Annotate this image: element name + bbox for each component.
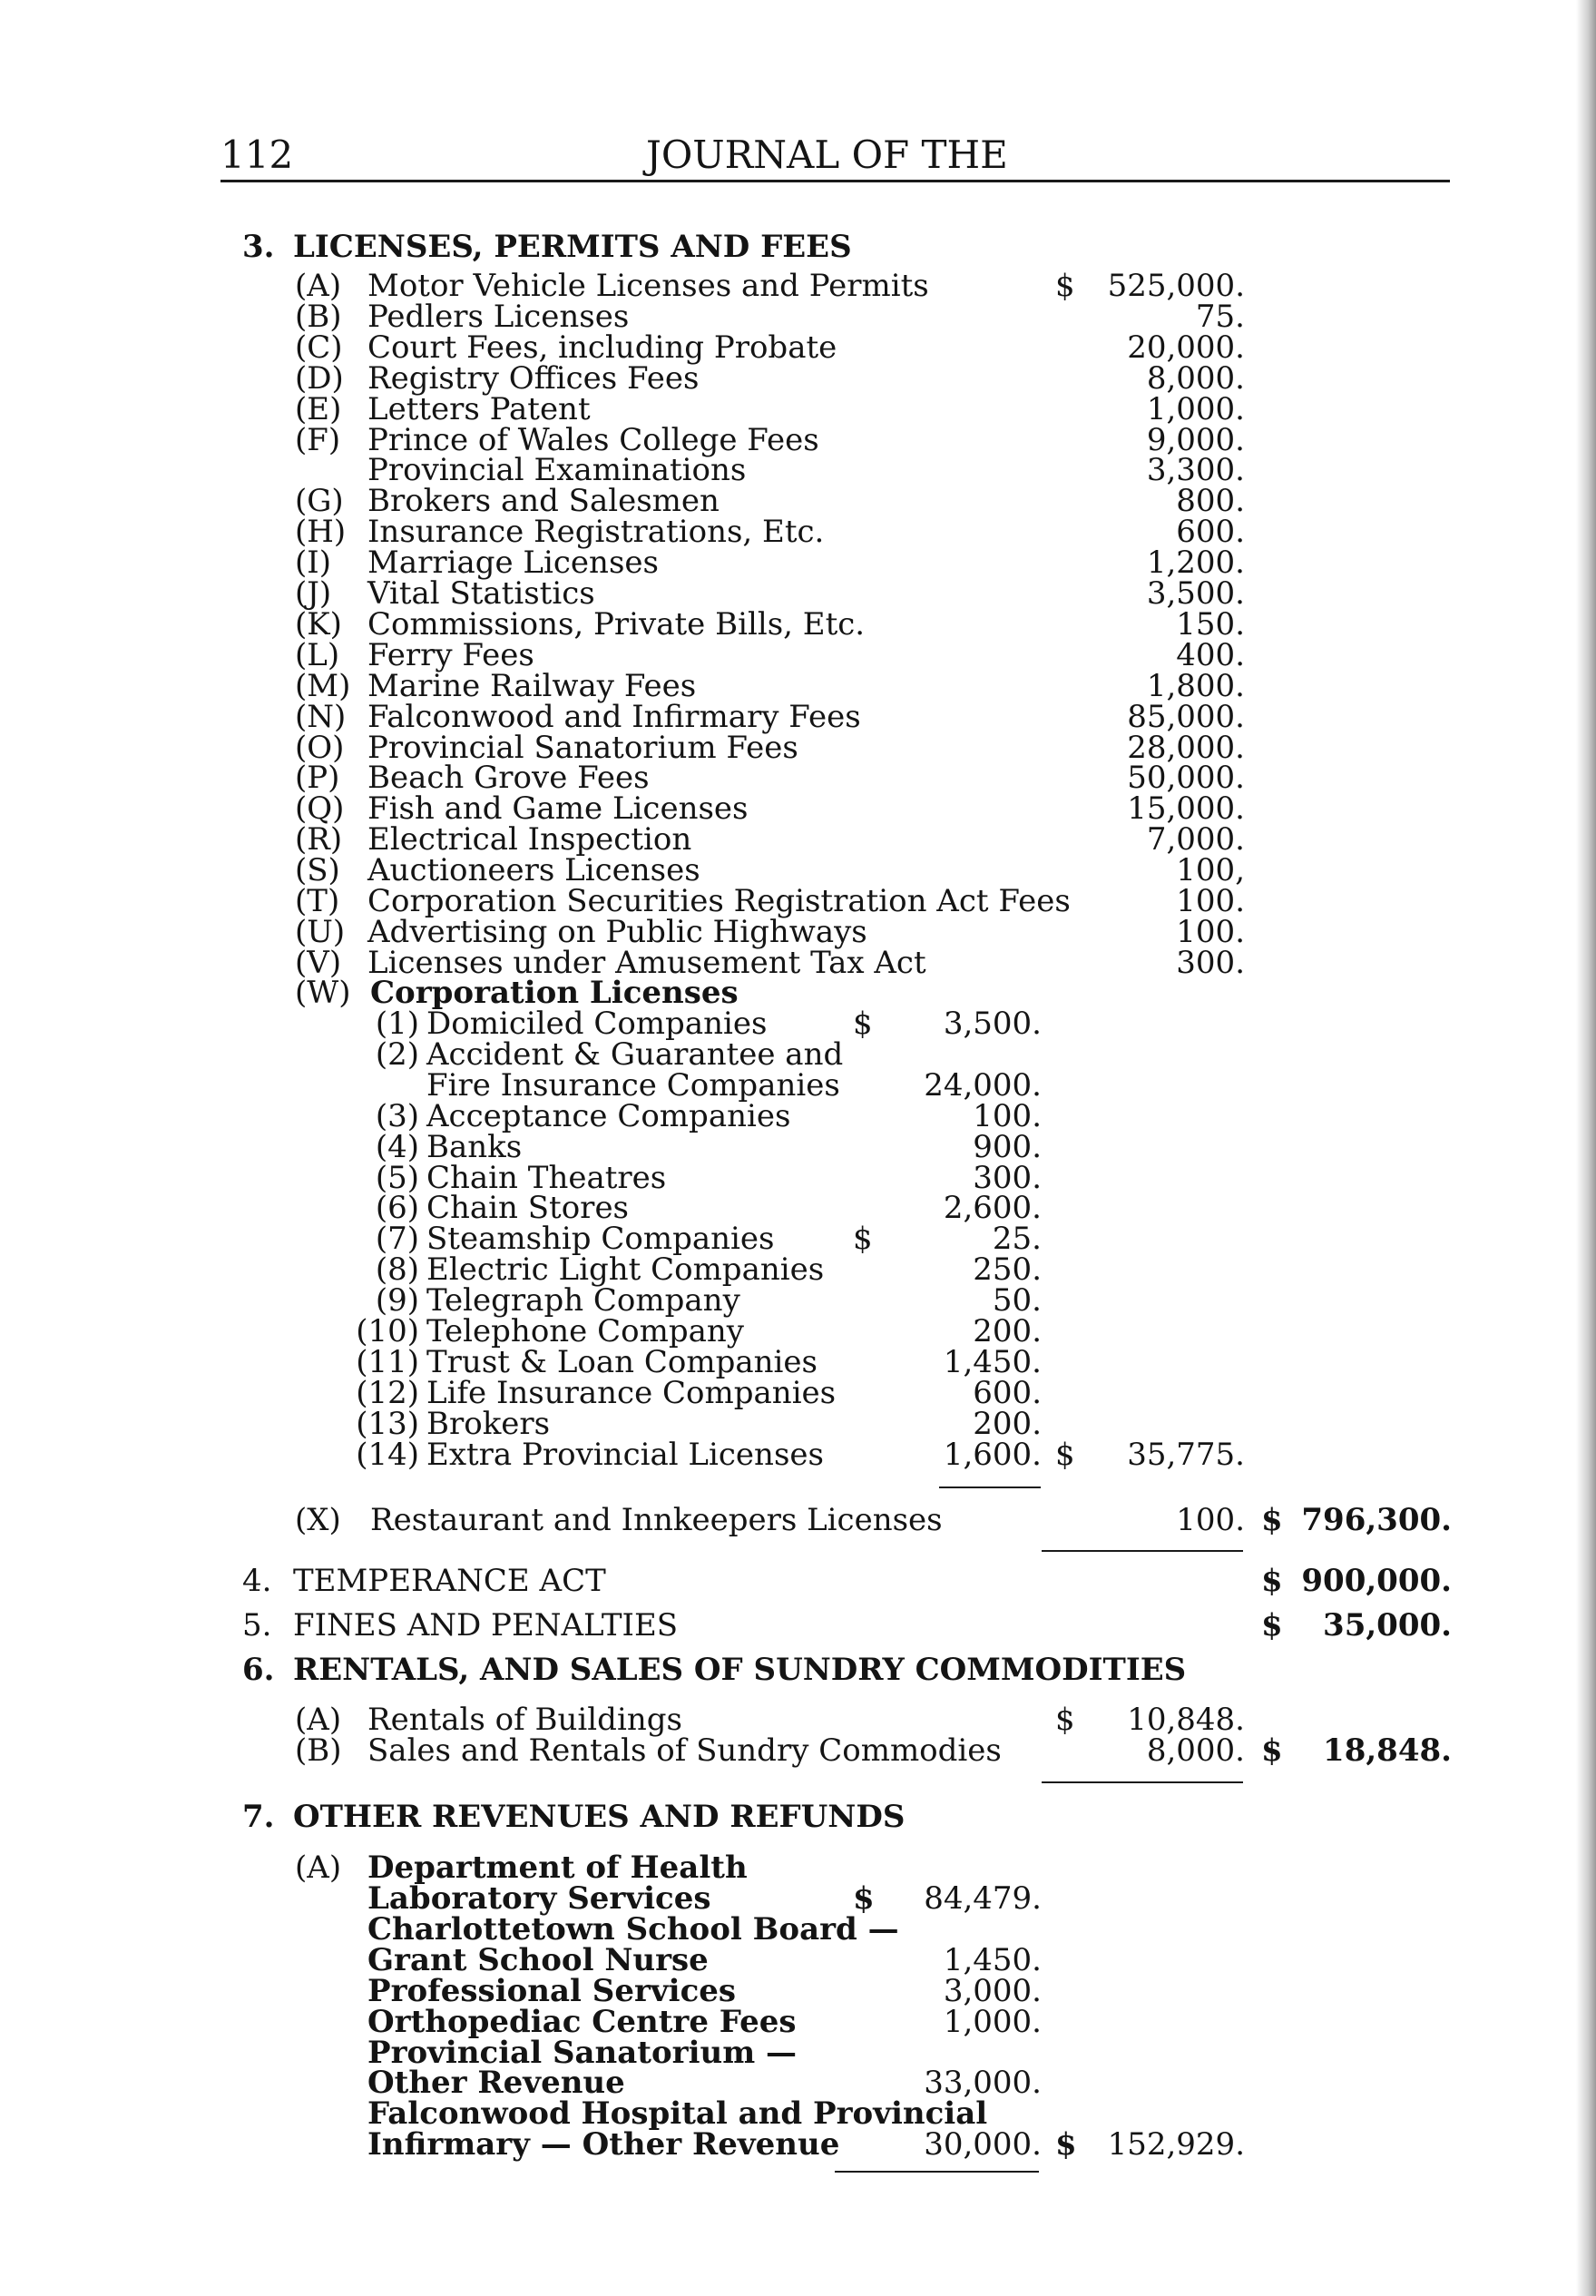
s6-a-label: Rentals of Buildings	[367, 1702, 682, 1738]
corporation-row-code: (2)	[375, 1036, 419, 1073]
corporation-row-code: (12)	[356, 1375, 419, 1411]
x-amount: 100.	[1176, 1502, 1245, 1538]
license-row-amount: 1,200.	[1146, 545, 1245, 581]
corporation-row-amount: 2,600.	[943, 1190, 1042, 1226]
w-label: Corporation Licenses	[370, 975, 739, 1011]
corporation-row-code: (14)	[356, 1437, 419, 1473]
license-row-code: (J)	[295, 575, 332, 612]
license-row-amount: 8,000.	[1146, 360, 1245, 397]
license-row-amount: 100,	[1176, 852, 1245, 888]
section-4-title: TEMPERANCE ACT	[293, 1563, 606, 1599]
corporation-row-code: (3)	[375, 1098, 419, 1134]
corporation-row-label: Trust & Loan Companies	[426, 1344, 818, 1380]
corporation-row-amount: 1,450.	[943, 1344, 1042, 1380]
license-row-label: Prince of Wales College Fees	[367, 422, 819, 458]
license-row-code: (V)	[295, 945, 342, 981]
corporation-row-label: Fire Insurance Companies	[426, 1067, 840, 1104]
corporation-row-code: (4)	[375, 1129, 419, 1165]
license-row-dollar: $	[1055, 268, 1075, 304]
corporation-row-amount: 600.	[973, 1375, 1042, 1411]
license-row-amount: 75.	[1195, 299, 1245, 335]
corporation-row-amount: 3,500.	[943, 1006, 1042, 1042]
license-row-label: Beach Grove Fees	[367, 760, 650, 796]
health-row-label: Professional Services	[367, 1973, 737, 2009]
corporation-row-code: (5)	[375, 1160, 419, 1196]
section-4-total: 900,000.	[1301, 1563, 1452, 1599]
license-row-label: Provincial Examinations	[367, 452, 747, 488]
license-row-amount: 150.	[1176, 606, 1245, 643]
s7-a-code: (A)	[295, 1850, 342, 1886]
license-row-label: Corporation Securities Registration Act Fees	[367, 883, 1071, 919]
license-row-code: (Q)	[295, 790, 345, 827]
license-row-code: (A)	[295, 268, 342, 304]
health-row-label: Charlottetown School Board —	[367, 1911, 899, 1948]
corporation-row-label: Domiciled Companies	[426, 1006, 768, 1042]
corporation-row-amount: 200.	[973, 1406, 1042, 1442]
page-number: 112	[220, 132, 294, 177]
health-row-amount: 30,000.	[924, 2126, 1042, 2163]
license-row-amount: 7,000.	[1146, 821, 1245, 858]
health-row-label: Grant School Nurse	[367, 1942, 709, 1978]
health-row-label: Provincial Sanatorium —	[367, 2035, 798, 2071]
header-rule	[220, 180, 1450, 182]
health-row-amount: 84,479.	[924, 1880, 1042, 1917]
license-row-code: (I)	[295, 545, 331, 581]
corporation-row-label: Brokers	[426, 1406, 551, 1442]
s3-total-rule	[1042, 1550, 1243, 1552]
health-row-label: Orthopediac Centre Fees	[367, 2004, 797, 2040]
license-row-code: (F)	[295, 422, 341, 458]
license-row-label: Licenses under Amusement Tax Act	[367, 945, 926, 981]
s6-a-code: (A)	[295, 1702, 342, 1738]
license-row-label: Ferry Fees	[367, 637, 534, 673]
x-code: (X)	[295, 1502, 341, 1538]
health-row-label: Falconwood Hospital and Provincial	[367, 2095, 988, 2132]
license-row-label: Auctioneers Licenses	[367, 852, 700, 888]
license-row-label: Advertising on Public Highways	[367, 914, 867, 950]
license-row-label: Marine Railway Fees	[367, 668, 697, 704]
license-row-amount: 20,000.	[1127, 329, 1245, 366]
license-row-code: (H)	[295, 514, 347, 550]
license-row-code: (M)	[295, 668, 351, 704]
corporation-row-code: (11)	[356, 1344, 419, 1380]
license-row-amount: 1,800.	[1146, 668, 1245, 704]
license-row-code: (O)	[295, 730, 345, 766]
corporation-row-label: Chain Stores	[426, 1190, 630, 1226]
corporation-row-code: (8)	[375, 1251, 419, 1288]
s7-subtotal-rule	[835, 2171, 1039, 2173]
license-row-amount: 600.	[1176, 514, 1245, 550]
license-row-code: (C)	[295, 329, 343, 366]
health-row-amount: 1,450.	[943, 1942, 1042, 1978]
corporation-row-label: Telegraph Company	[426, 1282, 740, 1319]
corporation-row-label: Life Insurance Companies	[426, 1375, 837, 1411]
license-row-code: (T)	[295, 883, 340, 919]
license-row-label: Marriage Licenses	[367, 545, 659, 581]
corporation-row-code: (6)	[375, 1190, 419, 1226]
s6-b-code: (B)	[295, 1732, 342, 1769]
s7-a-label: Department of Health	[367, 1850, 748, 1886]
page-title: JOURNAL OF THE	[646, 132, 1008, 177]
s6-a-amount: 10,848.	[1127, 1702, 1245, 1738]
license-row-label: Falconwood and Infirmary Fees	[367, 699, 861, 735]
license-row-label: Motor Vehicle Licenses and Permits	[367, 268, 929, 304]
health-row-label: Infirmary — Other Revenue	[367, 2126, 840, 2163]
corporation-row-label: Chain Theatres	[426, 1160, 667, 1196]
w-code: (W)	[295, 975, 351, 1011]
corporation-row-code: (7)	[375, 1221, 419, 1257]
license-row-amount: 100.	[1176, 883, 1245, 919]
corporation-subtotal-dollar: $	[1055, 1437, 1075, 1473]
w-subtotal-rule	[939, 1487, 1041, 1488]
license-row-label: Commissions, Private Bills, Etc.	[367, 606, 866, 643]
page-edge-shadow	[1576, 0, 1596, 2296]
corporation-subtotal: 35,775.	[1127, 1437, 1245, 1473]
health-subtotal-dollar: $	[1055, 2126, 1077, 2163]
license-row-code: (K)	[295, 606, 342, 643]
corporation-row-amount: 300.	[973, 1160, 1042, 1196]
license-row-code: (S)	[295, 852, 340, 888]
license-row-code: (U)	[295, 914, 346, 950]
license-row-label: Electrical Inspection	[367, 821, 692, 858]
corporation-row-code: (1)	[375, 1006, 419, 1042]
section-5-number: 5.	[242, 1607, 272, 1644]
corporation-row-code: (10)	[356, 1313, 419, 1349]
s6-total-rule	[1042, 1781, 1243, 1783]
license-row-label: Registry Offices Fees	[367, 360, 700, 397]
license-row-amount: 28,000.	[1127, 730, 1245, 766]
license-row-code: (B)	[295, 299, 342, 335]
section-7-title: OTHER REVENUES AND REFUNDS	[293, 1799, 906, 1835]
section-7-number: 7.	[242, 1799, 275, 1835]
license-row-amount: 800.	[1176, 483, 1245, 519]
license-row-amount: 50,000.	[1127, 760, 1245, 796]
license-row-label: Provincial Sanatorium Fees	[367, 730, 798, 766]
license-row-code: (D)	[295, 360, 344, 397]
section-5-dollar: $	[1261, 1607, 1283, 1644]
s6-b-dollar: $	[1261, 1732, 1283, 1769]
license-row-amount: 85,000.	[1127, 699, 1245, 735]
health-row-amount: 3,000.	[943, 1973, 1042, 2009]
section-3-title: LICENSES, PERMITS AND FEES	[293, 229, 852, 265]
x-total: 796,300.	[1301, 1502, 1452, 1538]
section-4-number: 4.	[242, 1563, 272, 1599]
health-subtotal: 152,929.	[1107, 2126, 1245, 2163]
s6-b-amount: 8,000.	[1146, 1732, 1245, 1769]
corporation-row-amount: 100.	[973, 1098, 1042, 1134]
license-row-code: (G)	[295, 483, 344, 519]
license-row-label: Vital Statistics	[367, 575, 595, 612]
license-row-code: (E)	[295, 391, 342, 427]
license-row-amount: 525,000.	[1107, 268, 1245, 304]
license-row-label: Insurance Registrations, Etc.	[367, 514, 825, 550]
corporation-row-amount: 50.	[992, 1282, 1042, 1319]
corporation-row-dollar: $	[853, 1221, 873, 1257]
section-5-total: 35,000.	[1323, 1607, 1452, 1644]
corporation-row-label: Telephone Company	[426, 1313, 744, 1349]
license-row-amount: 9,000.	[1146, 422, 1245, 458]
health-row-amount: 33,000.	[924, 2065, 1042, 2101]
health-row-label: Other Revenue	[367, 2065, 625, 2101]
license-row-code: (R)	[295, 821, 343, 858]
health-row-dollar: $	[853, 1880, 875, 1917]
corporation-row-label: Steamship Companies	[426, 1221, 775, 1257]
license-row-code: (L)	[295, 637, 340, 673]
license-row-amount: 3,500.	[1146, 575, 1245, 612]
corporation-row-label: Electric Light Companies	[426, 1251, 825, 1288]
license-row-label: Brokers and Salesmen	[367, 483, 720, 519]
s6-b-total: 18,848.	[1323, 1732, 1452, 1769]
license-row-amount: 300.	[1176, 945, 1245, 981]
health-row-amount: 1,000.	[943, 2004, 1042, 2040]
s6-a-dollar: $	[1055, 1702, 1075, 1738]
corporation-row-label: Banks	[426, 1129, 523, 1165]
license-row-amount: 3,300.	[1146, 452, 1245, 488]
license-row-label: Pedlers Licenses	[367, 299, 630, 335]
corporation-row-amount: 1,600.	[943, 1437, 1042, 1473]
section-6-title: RENTALS, AND SALES OF SUNDRY COMMODITIES	[293, 1652, 1187, 1688]
license-row-amount: 15,000.	[1127, 790, 1245, 827]
license-row-amount: 100.	[1176, 914, 1245, 950]
section-3-number: 3.	[242, 229, 275, 265]
corporation-row-amount: 24,000.	[924, 1067, 1042, 1104]
license-row-code: (N)	[295, 699, 347, 735]
license-row-label: Court Fees, including Probate	[367, 329, 837, 366]
x-dollar: $	[1261, 1502, 1283, 1538]
license-row-amount: 400.	[1176, 637, 1245, 673]
section-6-number: 6.	[242, 1652, 275, 1688]
section-4-dollar: $	[1261, 1563, 1283, 1599]
corporation-row-dollar: $	[853, 1006, 873, 1042]
license-row-label: Fish and Game Licenses	[367, 790, 749, 827]
license-row-code: (P)	[295, 760, 340, 796]
corporation-row-label: Accident & Guarantee and	[426, 1036, 844, 1073]
s6-b-label: Sales and Rentals of Sundry Commodies	[367, 1732, 1002, 1769]
corporation-row-code: (9)	[375, 1282, 419, 1319]
corporation-row-amount: 25.	[992, 1221, 1042, 1257]
health-row-label: Laboratory Services	[367, 1880, 711, 1917]
corporation-row-label: Acceptance Companies	[426, 1098, 791, 1134]
corporation-row-amount: 200.	[973, 1313, 1042, 1349]
license-row-amount: 1,000.	[1146, 391, 1245, 427]
corporation-row-amount: 250.	[973, 1251, 1042, 1288]
license-row-label: Letters Patent	[367, 391, 591, 427]
section-5-title: FINES AND PENALTIES	[293, 1607, 679, 1644]
corporation-row-amount: 900.	[973, 1129, 1042, 1165]
corporation-row-code: (13)	[356, 1406, 419, 1442]
corporation-row-label: Extra Provincial Licenses	[426, 1437, 824, 1473]
x-label: Restaurant and Innkeepers Licenses	[370, 1502, 943, 1538]
